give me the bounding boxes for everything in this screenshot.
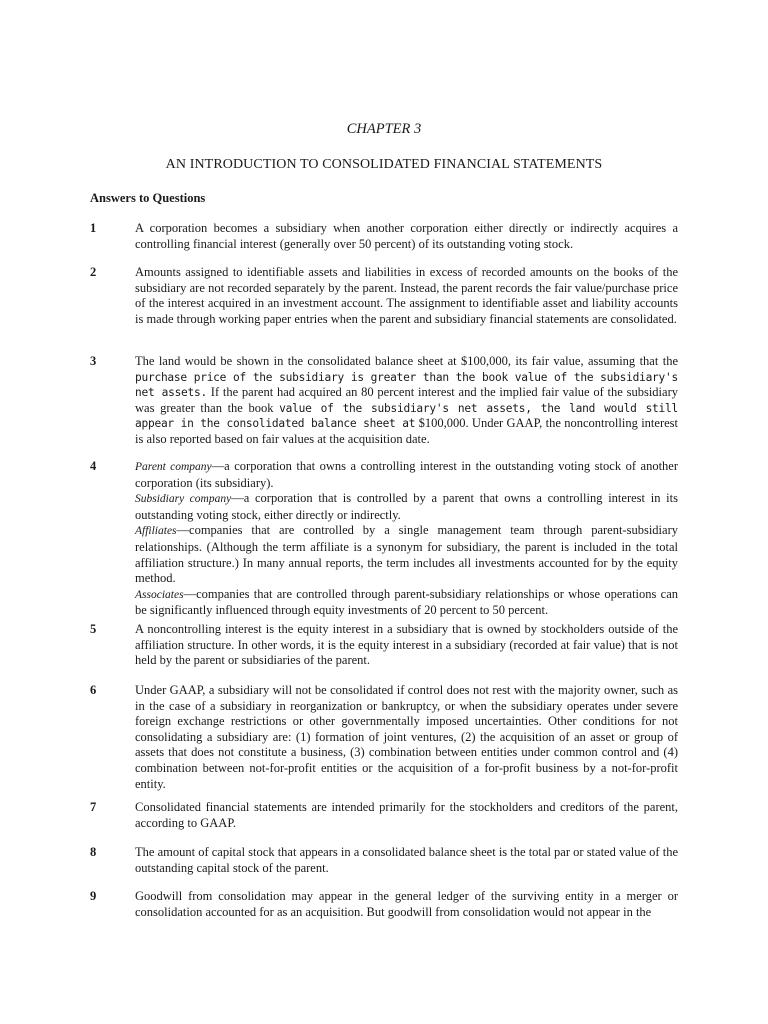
answer-number: 6 [90,683,97,697]
chapter-title: AN INTRODUCTION TO CONSOLIDATED FINANCIAL STATEMENTS [165,157,603,172]
definition-entry [135,459,678,491]
definition-entry [135,491,678,523]
answer-number: 3 [90,354,97,368]
answer-number: 7 [90,800,97,814]
definition-list [135,459,678,619]
answer-text: The amount of capital stock that appears in a consolidated balance sheet is the total par or stated value of the outstanding capital stock of the parent. [135,845,678,875]
definition-term: Subsidiary company [135,493,232,506]
answer-text: Goodwill from consolidation may appear in the general ledger of the surviving entity in a merger or consolidation accounted for as an acquisition. But goodwill from consolidation would not appear in the [135,889,678,919]
chapter-heading: CHAPTER 3 [346,121,422,137]
answer-text: Amounts assigned to identifiable assets and liabilities in excess of recorded amounts on the books of the subsidiary are not recorded separately by the parent. Instead, the parent records the fair value/purchase price of the interest acquired in an investment account. The assignment to identifiable asset and liability accounts is made through working paper entries when the parent and subsidiary financial statements are consolidated. [135,265,678,326]
section-heading: Answers to Questions [90,191,206,205]
answer-text: Under GAAP, a subsidiary will not be consolidated if control does not rest with the majority owner, such as in the case of a subsidiary in reorganization or bankruptcy, or when the subsidiary operates under severe foreign exchange restrictions or other governmentally imposed uncertainties. Other conditions for not consolidating a subsidiary are: (1) formation of joint ventures, (2) the acquisition of an asset or group of assets that does not constitute a business, (3) combination between entities under common control and (4) combination between not-for-profit entities or the acquisition of a for-profit business by a not-for-profit entity. [135,683,678,791]
answer-number: 8 [90,845,97,859]
answer-number: 4 [90,459,97,473]
answer-number: 9 [90,889,97,903]
answer-number: 2 [90,265,97,279]
answer-text: Consolidated financial statements are intended primarily for the stockholders and creditors of the parent, according to GAAP. [135,800,678,830]
answer-text: A noncontrolling interest is the equity interest in a subsidiary that is owned by stockholders outside of the affiliation structure. In other words, it is the equity interest in a subsidiary (recorded at fair value) that is not held by the parent or subsidiaries of the parent. [135,622,678,668]
definition-text: —a corporation that is controlled by a parent that owns a controlling interest in its outstanding voting stock, either directly or indirectly. [135,491,678,522]
answer-text-segment: value of the subsidiary's net assets, the land would still appear in the consolidated balance sheet at [135,401,678,431]
definition-term: Associates [135,588,184,601]
definition-term: Parent company [135,461,212,473]
answer-text [135,354,678,448]
answer-number: 5 [90,622,97,636]
definition-term: Affiliates [135,525,177,538]
answer-text-segment: purchase price of the subsidiary is greater than the book value of the subsidiary's net assets. [135,370,678,400]
answer-text-segment: $100,000. Under GAAP, the noncontrolling interest is also reported based on fair values at the acquisition date. [135,416,678,446]
definition-entry [135,587,678,619]
answer-number: 1 [90,221,97,235]
answer-text: A corporation becomes a subsidiary when another corporation either directly or indirectly acquires a controlling financial interest (generally over 50 percent) of its outstanding voting stock. [135,221,678,251]
answer-text-segment: If the parent had acquired an 80 percent interest and the implied fair value of the subsidiary was greater than the book [135,385,678,415]
definition-text: —a corporation that owns a controlling interest in the outstanding voting stock of another corporation (its subsidiary). [135,459,679,490]
definition-text: —companies that are controlled through parent-subsidiary relationships or whose operations can be significantly influenced through equity investments of 20 percent to 50 percent. [135,586,678,618]
definition-text: —companies that are controlled by a single management team through parent-subsidiary relationships. (Although the term affiliate is a synonym for subsidiary, the parent is included in the total affiliation structure.) In many annual reports, the term includes all investments accounted for by the equity method. [135,523,678,586]
definition-entry [135,523,678,586]
answer-text-segment: The land would be shown in the consolidated balance sheet at $100,000, its fair value, assuming that the [135,354,678,368]
